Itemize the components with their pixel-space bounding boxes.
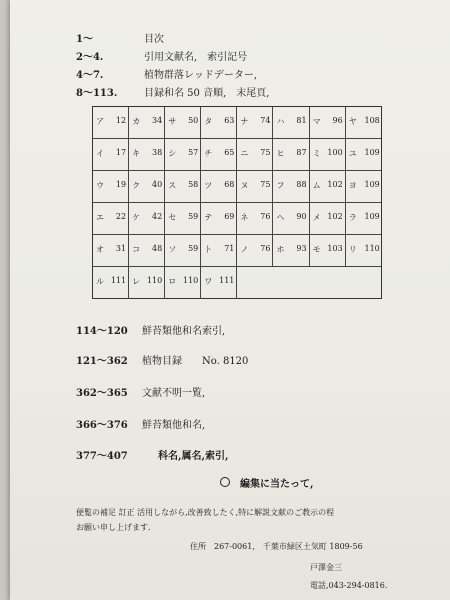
page-number: 59 [188, 212, 199, 221]
kana-label: リ [348, 245, 357, 254]
kana-label: コ [132, 245, 141, 254]
kana-cell [165, 203, 201, 235]
kana-cell [201, 267, 237, 299]
kana-cell [93, 139, 129, 171]
entry-title: 目録和名 50 音順, 末尾頁, [144, 88, 270, 99]
page-number: 110 [364, 244, 380, 253]
page-number: 110 [146, 276, 163, 285]
page-number: 63 [224, 116, 235, 125]
kana-label: チ [204, 149, 213, 158]
kana-label: テ [204, 213, 213, 222]
page-range: 1～ [76, 34, 93, 45]
kana-cell [237, 107, 273, 139]
page-range: 8～113. [76, 88, 118, 99]
page-number: 102 [327, 212, 343, 221]
page-number: 75 [260, 148, 271, 157]
entry-title: 引用文献名, 索引記号 [144, 52, 248, 63]
kana-label: ル [96, 277, 104, 286]
kana-cell [165, 139, 201, 171]
entry-title: 植物目録 No. 8120 [142, 356, 249, 367]
kana-cell [274, 235, 310, 267]
page-range: 121～362 [76, 356, 128, 367]
kana-index-table [92, 106, 382, 299]
kana-cell [201, 171, 237, 203]
kana-cell [129, 267, 165, 299]
entry-title: 目次 [144, 34, 164, 45]
kana-label: ヌ [240, 181, 249, 190]
kana-label: カ [132, 117, 141, 126]
page-number: 12 [115, 116, 127, 125]
kana-row [93, 267, 381, 299]
page-number: 109 [364, 180, 380, 189]
page-number: 31 [115, 244, 127, 253]
entry-title: 植物群落レッドデーター, [144, 70, 258, 81]
kana-label: ヒ [276, 149, 285, 158]
kana-cell [310, 107, 346, 139]
kana-cell [237, 203, 273, 235]
toc-entry [76, 48, 247, 63]
kana-label: ロ [168, 277, 177, 286]
entry-title: 鮮苔類他和名, [142, 420, 206, 431]
kana-label: メ [312, 213, 321, 222]
page-number: 38 [152, 148, 163, 157]
kana-cell [346, 235, 382, 267]
kana-label: キ [132, 149, 141, 158]
kana-label: サ [168, 117, 177, 126]
kana-cell [310, 171, 346, 203]
kana-label: マ [312, 117, 321, 126]
kana-label: エ [96, 213, 104, 222]
toc-entry [76, 447, 228, 462]
kana-cell [346, 107, 382, 139]
kana-cell [201, 235, 237, 267]
kana-label: モ [312, 245, 321, 254]
page-range: 114～120 [76, 326, 128, 337]
page-number: 74 [260, 116, 271, 125]
address-line: 住所 267-0061, 千葉市緑区土気町 1809-56 [190, 542, 363, 551]
kana-label: オ [96, 245, 104, 254]
kana-label: ウ [96, 181, 104, 190]
toc-entry [76, 352, 248, 367]
kana-label: ノ [240, 245, 249, 254]
toc-entry [76, 84, 269, 99]
kana-cell [129, 203, 165, 235]
author-name: 戸澤金三 [310, 563, 342, 572]
page-number: 81 [296, 116, 307, 125]
page-number: 75 [260, 180, 271, 189]
kana-cell [129, 107, 165, 139]
circle-mark-icon [220, 477, 230, 487]
page-number: 88 [296, 180, 307, 189]
kana-label: ハ [276, 117, 285, 126]
kana-cell [201, 107, 237, 139]
kana-cell [274, 203, 310, 235]
kana-row [93, 171, 381, 203]
page-number: 59 [188, 244, 199, 253]
page-number: 40 [152, 180, 163, 189]
kana-cell [129, 171, 165, 203]
kana-cell [93, 267, 129, 299]
kana-label: ラ [348, 213, 357, 222]
page-number: 76 [260, 212, 271, 221]
kana-cell [165, 235, 201, 267]
page-number: 58 [188, 180, 199, 189]
kana-label: ク [132, 181, 141, 190]
kana-cell [274, 139, 310, 171]
kana-label: ム [312, 181, 321, 190]
page-number: 110 [183, 276, 199, 285]
kana-label: ミ [312, 149, 321, 158]
kana-label: ニ [240, 149, 249, 158]
page-number: 109 [364, 148, 380, 157]
kana-cell [93, 107, 129, 139]
kana-label: ユ [348, 149, 357, 158]
book-page [10, 0, 450, 600]
page-number: 93 [296, 244, 307, 253]
kana-label: ネ [240, 213, 249, 222]
toc-entry [76, 66, 257, 81]
kana-cell [346, 171, 382, 203]
toc-entry [76, 416, 205, 431]
page-range: 2～4. [76, 52, 104, 63]
kana-label: フ [276, 181, 285, 190]
kana-row [93, 139, 381, 171]
editorial-heading: 編集に当たって, [240, 479, 314, 490]
kana-cell [237, 235, 273, 267]
page-number: 34 [152, 116, 163, 125]
page-number: 108 [364, 116, 380, 125]
page-number: 96 [332, 116, 343, 125]
kana-cell [93, 171, 129, 203]
kana-cell [201, 139, 237, 171]
page-number: 102 [327, 180, 343, 189]
page-number: 71 [224, 244, 235, 253]
kana-label: ケ [132, 213, 141, 222]
entry-title: 科名,属名,索引, [158, 451, 229, 462]
page-number: 111 [219, 276, 235, 285]
kana-label: ナ [240, 117, 249, 126]
page-number: 109 [364, 212, 380, 221]
kana-cell [165, 267, 201, 299]
kana-row [93, 107, 381, 139]
page-number: 87 [296, 148, 307, 157]
kana-label: シ [168, 149, 177, 158]
page-number: 50 [188, 116, 199, 125]
kana-cell [237, 139, 273, 171]
entry-title: 文献不明一覧, [142, 388, 206, 399]
page-number: 22 [115, 212, 127, 221]
page-number: 42 [152, 212, 163, 221]
kana-cell [310, 139, 346, 171]
toc-entry [76, 384, 205, 399]
page-number: 111 [110, 276, 127, 285]
page-number: 65 [224, 148, 235, 157]
kana-cell [274, 171, 310, 203]
note-line-2: お願い申し上げます. [76, 523, 151, 532]
page-number: 17 [115, 148, 127, 157]
kana-row [93, 235, 381, 267]
kana-row [93, 203, 381, 235]
page-range: 377～407 [76, 451, 128, 462]
kana-cell [237, 171, 273, 203]
kana-label: イ [96, 149, 104, 158]
page-number: 90 [296, 212, 307, 221]
kana-cell [165, 107, 201, 139]
page-number: 57 [188, 148, 199, 157]
kana-label: セ [168, 213, 177, 222]
kana-label: ア [96, 117, 104, 126]
page-number: 68 [224, 180, 235, 189]
kana-cell [93, 235, 129, 267]
kana-label: ト [204, 245, 213, 254]
kana-cell [274, 107, 310, 139]
page-number: 69 [224, 212, 235, 221]
page-range: 362～365 [76, 388, 128, 399]
page-number: 103 [327, 244, 343, 253]
page-number: 76 [260, 244, 271, 253]
kana-cell [93, 203, 129, 235]
kana-cell [201, 203, 237, 235]
toc-entry [76, 322, 225, 337]
kana-cell [310, 203, 346, 235]
kana-cell [165, 171, 201, 203]
phone-line: 電話,043-294-0816. [310, 581, 388, 590]
kana-label: ソ [168, 245, 177, 254]
kana-label: ツ [204, 181, 213, 190]
kana-cell [310, 235, 346, 267]
kana-cell [346, 203, 382, 235]
page-number: 100 [327, 148, 343, 157]
page-range: 4～7. [76, 70, 104, 81]
page-number: 48 [152, 244, 163, 253]
kana-label: ヤ [348, 117, 357, 126]
entry-title: 鮮苔類他和名索引, [142, 326, 226, 337]
kana-label: ホ [276, 245, 285, 254]
page-number: 19 [115, 180, 127, 189]
kana-label: ワ [204, 277, 213, 286]
page-range: 366～376 [76, 420, 128, 431]
note-line-1: 便覧の補足 訂正 活用しながら,改善致したく,特に解説文献のご教示の程 [76, 508, 335, 517]
kana-label: タ [204, 117, 213, 126]
kana-cell [129, 139, 165, 171]
kana-cell [129, 235, 165, 267]
kana-label: ヨ [348, 181, 357, 190]
kana-label: レ [132, 277, 141, 286]
toc-entry [76, 30, 164, 45]
kana-cell [346, 139, 382, 171]
kana-label: ス [168, 181, 177, 190]
kana-label: ヘ [276, 213, 285, 222]
